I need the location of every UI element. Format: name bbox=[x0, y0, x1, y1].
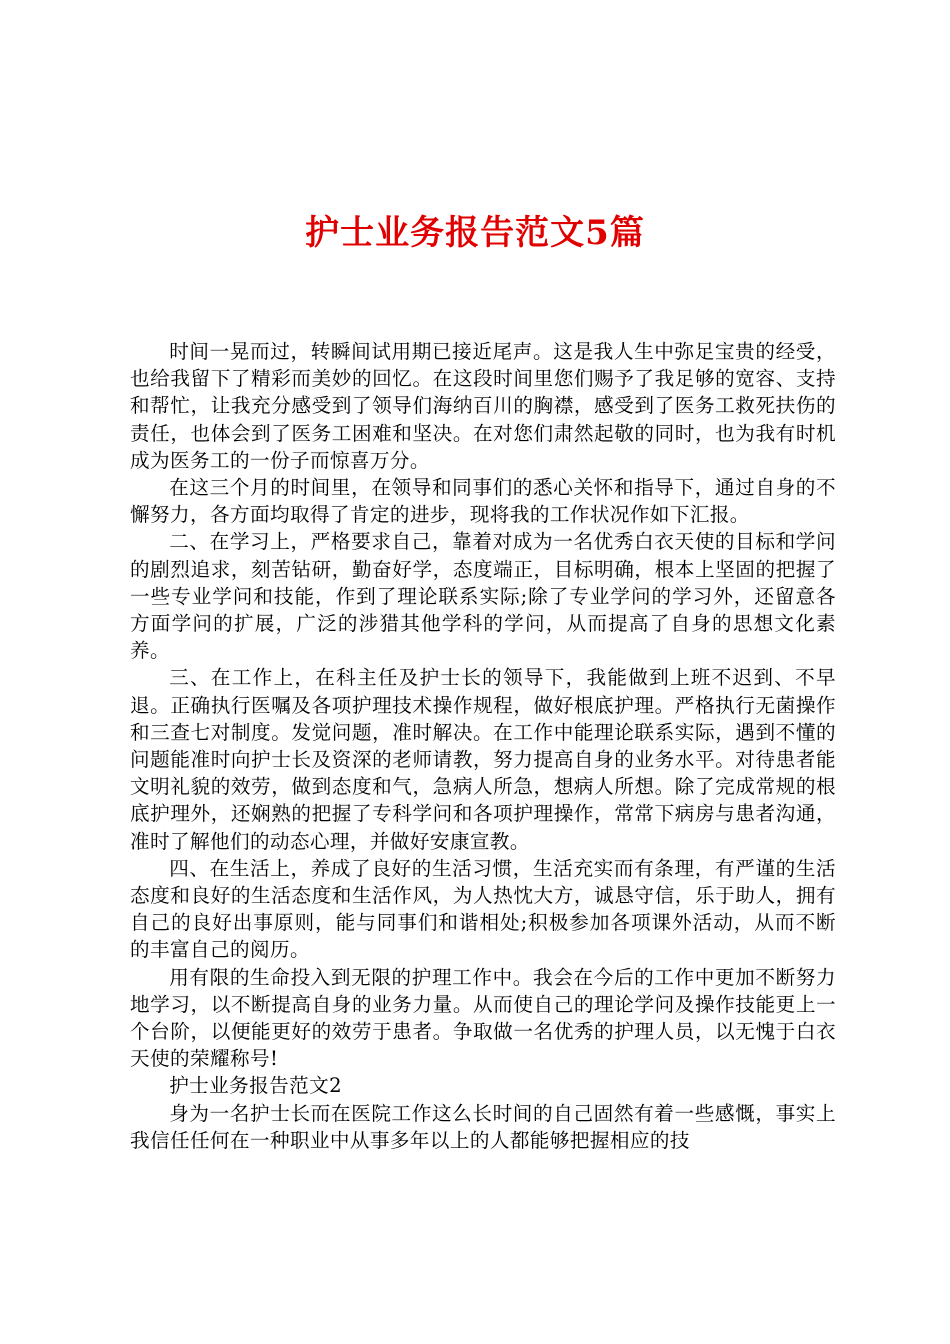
paragraph: 二、在学习上，严格要求自己，靠着对成为一名优秀白衣天使的目标和学问的剧烈追求，刻苦钻研，勤奋好学，态度端正，目标明确，根本上坚固的把握了一些专业学问和技能，作到了理论联系实际;除了专业学问的学习外，还留意各方面学问的扩展，广泛的涉猎其他学科的学问，从而提高了自身的思想文化素养。 bbox=[130, 530, 836, 663]
document-body bbox=[130, 338, 836, 1154]
paragraph: 三、在工作上，在科主任及护士长的领导下，我能做到上班不迟到、不早退。正确执行医嘱及各项护理技术操作规程，做好根底护理。严格执行无菌操作和三查七对制度。发觉问题，准时解决。在工作中能理论联系实际，遇到不懂的问题能准时向护士长及资深的老师请教，努力提高自身的业务水平。对待患者能文明礼貌的效劳，做到态度和气，急病人所急，想病人所想。除了完成常规的根底护理外，还娴熟的把握了专科学问和各项护理操作，常常下病房与患者沟通，准时了解他们的动态心理，并做好安康宣教。 bbox=[130, 666, 836, 853]
paragraph: 用有限的生命投入到无限的护理工作中。我会在今后的工作中更加不断努力地学习，以不断提高自身的业务力量。从而使自己的理论学问及操作技能更上一个台阶，以便能更好的效劳于患者。争取做一名优秀的护理人员，以无愧于白衣天使的荣耀称号! bbox=[130, 965, 836, 1071]
section-heading: 护士业务报告范文2 bbox=[169, 1074, 343, 1098]
paragraph: 时间一晃而过，转瞬间试用期已接近尾声。这是我人生中弥足宝贵的经受，也给我留下了精彩而美妙的回忆。在这段时间里您们赐予了我足够的宽容、支持和帮忙，让我充分感受到了领导们海纳百川的胸襟，感受到了医务工救死扶伤的责任，也体会到了医务工困难和坚决。在对您们肃然起敬的同时，也为我有时机成为医务工的一份子而惊喜万分。 bbox=[130, 340, 836, 472]
paragraph: 在这三个月的时间里，在领导和同事们的悉心关怀和指导下，通过自身的不懈努力，各方面均取得了肯定的进步，现将我的工作状况作如下汇报。 bbox=[130, 476, 836, 527]
document-title: 护士业务报告范文5篇 bbox=[305, 213, 645, 253]
paragraph: 身为一名护士长而在医院工作这么长时间的自己固然有着一些感慨，事实上我信任任何在一种职业中从事多年以上的人都能够把握相应的技 bbox=[130, 1101, 836, 1152]
paragraph: 四、在生活上，养成了良好的生活习惯，生活充实而有条理，有严谨的生活态度和良好的生活态度和生活作风，为人热忱大方，诚恳守信，乐于助人，拥有自己的良好出事原则，能与同事们和谐相处;积极参加各项课外活动，从而不断的丰富自己的阅历。 bbox=[130, 856, 836, 962]
